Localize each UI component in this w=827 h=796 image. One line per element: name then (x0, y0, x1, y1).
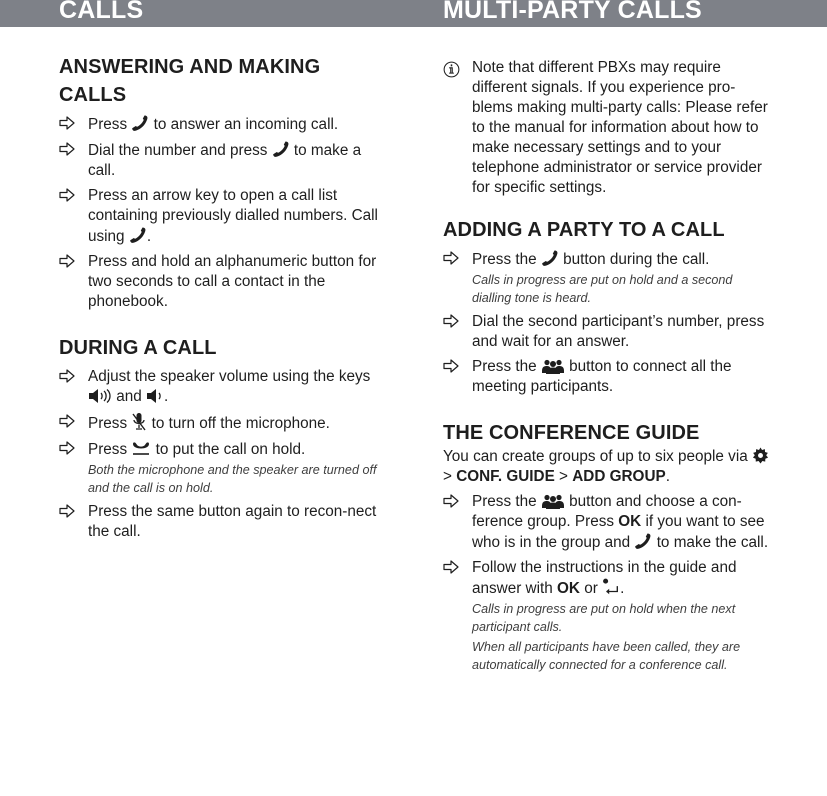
info-note-item: Note that different PBXs may require different signals. If you experience pro-blems making multi-party calls: Please refer to the manual for information about how to make necessary settings and to your telephone administrator or service provider for specific settings. (443, 58, 771, 198)
list-item: Press the button and choose a con-ference group. Press OK if you want to see who is in the group and to make the call. (443, 492, 771, 553)
arrow-right-icon (59, 441, 75, 455)
header-bar (0, 0, 827, 27)
conference-guide-intro: You can create groups of up to six people via > CONF. GUIDE > ADD GROUP. (443, 447, 771, 487)
list-item: Adjust the speaker volume using the keys and . (59, 367, 387, 407)
during-call-heading: DURING A CALL (59, 337, 217, 359)
adding-party-section (443, 216, 771, 397)
conference-icon (541, 493, 565, 509)
phone-handset-icon (541, 249, 559, 267)
arrow-right-icon (443, 560, 459, 574)
arrow-right-icon (443, 494, 459, 508)
microphone-off-icon (131, 412, 147, 432)
info-note (443, 58, 771, 198)
answering-section (59, 53, 387, 312)
note-text: Calls in progress are put on hold when the next participant calls. (472, 602, 736, 634)
answering-heading: ANSWERING AND MAKING CALLS (59, 56, 321, 106)
arrow-right-icon (443, 251, 459, 265)
arrow-right-icon (59, 188, 75, 202)
enter-key-icon (602, 578, 620, 596)
left-column (59, 53, 387, 564)
phone-handset-icon (634, 532, 652, 550)
list-item: Press to turn off the microphone. (59, 412, 387, 434)
note-text: Both the microphone and the speaker are turned off and the call is on hold. (88, 463, 377, 495)
arrow-right-icon (59, 414, 75, 428)
conference-guide-section (443, 419, 771, 674)
right-page-title: MULTI-PARTY CALLS (443, 0, 702, 24)
info-icon (443, 61, 460, 78)
menu-conf-guide: CONF. GUIDE (456, 468, 555, 485)
phone-handset-icon (131, 114, 149, 132)
arrow-right-icon (59, 504, 75, 518)
during-call-section (59, 334, 387, 542)
note-text: When all participants have been called, they are automatically connected for a conference call. (472, 640, 741, 672)
phone-handset-icon (129, 226, 147, 244)
volume-down-icon (146, 388, 164, 404)
conference-icon (541, 358, 565, 374)
adding-party-heading: ADDING A PARTY TO A CALL (443, 219, 725, 241)
menu-add-group: ADD GROUP (572, 468, 666, 485)
list-item: Follow the instructions in the guide and answer with OK or . (443, 558, 771, 599)
conference-guide-heading: THE CONFERENCE GUIDE (443, 422, 700, 444)
list-item: Press to put the call on hold. (59, 439, 387, 460)
right-column (443, 53, 771, 696)
arrow-right-icon (59, 116, 75, 130)
list-item: Dial the second participant’s number, press and wait for an answer. (443, 312, 771, 352)
list-item: Press an arrow key to open a call list containing previously dialled numbers. Call using . (59, 186, 387, 247)
note-text: Calls in progress are put on hold and a second dialling tone is heard. (472, 273, 733, 305)
list-item: Press and hold an alphanumeric button for two seconds to call a contact in the phonebook. (59, 252, 387, 312)
gear-icon (752, 447, 769, 464)
left-page-title: CALLS (59, 0, 144, 24)
list-item: Dial the number and press to make a call. (59, 140, 387, 181)
hold-icon (131, 439, 151, 457)
arrow-right-icon (59, 142, 75, 156)
list-item: Press the same button again to recon-nect the call. (59, 502, 387, 542)
arrow-right-icon (443, 314, 459, 328)
list-item: Press the button during the call. (443, 249, 771, 270)
volume-up-icon (88, 388, 112, 404)
phone-handset-icon (272, 140, 290, 158)
arrow-right-icon (443, 359, 459, 373)
arrow-right-icon (59, 369, 75, 383)
list-item: Press the button to connect all the meeting participants. (443, 357, 771, 397)
list-item: Press to answer an incoming call. (59, 114, 387, 135)
arrow-right-icon (59, 254, 75, 268)
